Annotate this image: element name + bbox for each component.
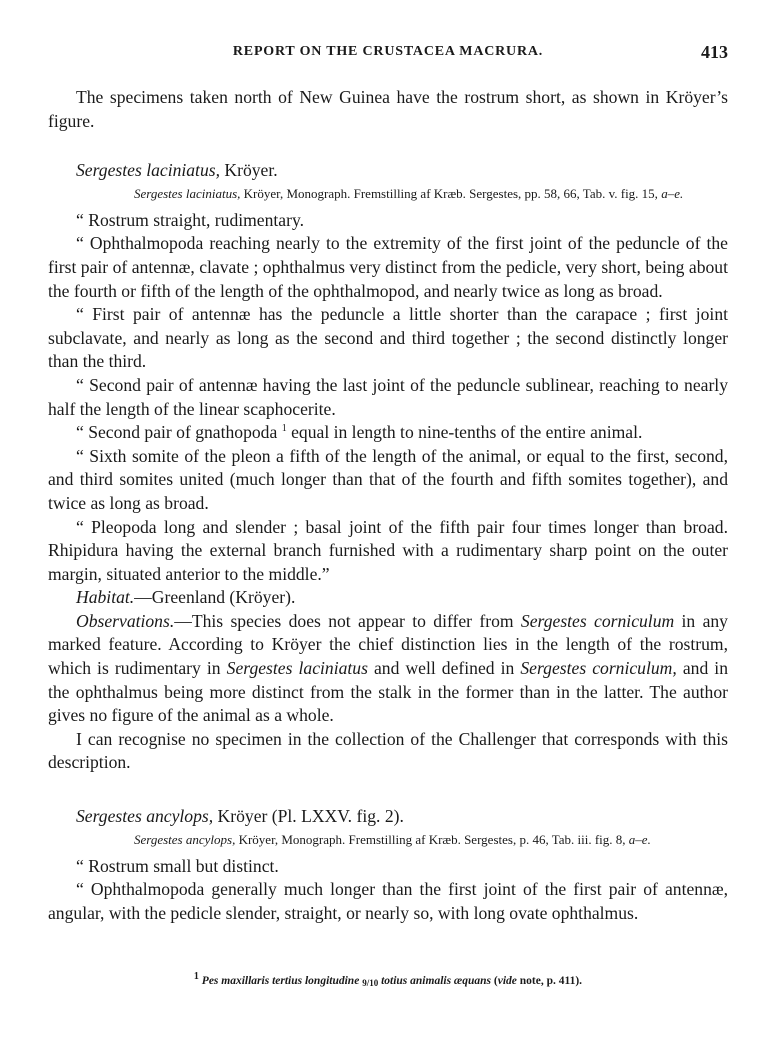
- synonymy-reference: Kröyer, Monograph. Fremstilling af Kræb. Sergestes, pp. 58, 66, Tab. v. fig. 15,: [240, 185, 662, 201]
- synonymy-figures: a–e.: [661, 185, 684, 201]
- footnote-fraction: 9/10: [362, 978, 379, 988]
- synonymy-laciniatus: [48, 185, 728, 203]
- habitat-paragraph: [48, 586, 728, 610]
- species-mention: Sergestes corniculum: [520, 610, 675, 631]
- quote-paragraph: “ Rostrum small but distinct.: [76, 855, 279, 876]
- synonymy-name: Sergestes laciniatus,: [134, 185, 241, 201]
- observations-text: in any marked feature. According to Kröyer the chief distinction lies in the length of the rostrum, which is rudimentary in: [48, 610, 728, 679]
- observations-text: and well defined in: [367, 658, 521, 679]
- quote-text: “ Second pair of gnathopoda: [76, 422, 278, 443]
- closing-paragraph: I can recognise no specimen in the collection of the Challenger that corresponds with this description.: [48, 728, 728, 773]
- footnote-text: note, p. 411).: [516, 975, 583, 987]
- running-header: [48, 44, 728, 68]
- quote-text: equal in length to nine-tenths of the entire animal.: [286, 422, 643, 443]
- footnote-latin: totius animalis æquans: [378, 975, 492, 987]
- body-text: [48, 86, 728, 925]
- footnote: [48, 971, 728, 988]
- running-title: REPORT ON THE CRUSTACEA MACRURA.: [232, 44, 544, 59]
- quote-paragraph: “ Second pair of antennæ having the last joint of the peduncle sublinear, reaching to nearly half the length of the linear scaphocerite.: [48, 374, 728, 419]
- footnote-vide: vide: [497, 975, 517, 987]
- quote-paragraph: “ Sixth somite of the pleon a fifth of the length of the animal, or equal to the first, second, and third somites united (much longer than that of the fourth and fifth somites together), and twice as long as broad.: [48, 445, 728, 513]
- observations-text: —This species does not appear to differ from: [174, 610, 521, 631]
- synonymy-name: Sergestes ancylops,: [134, 831, 236, 847]
- synonymy-reference: Kröyer, Monograph. Fremstilling af Kræb. Sergestes, p. 46, Tab. iii. fig. 8,: [235, 831, 629, 847]
- observations-label: Observations.: [76, 610, 175, 631]
- footnote-text: (: [491, 975, 498, 987]
- footnote-latin: Pes maxillaris tertius longitudine: [198, 975, 363, 987]
- quote-paragraph: “ Ophthalmopoda reaching nearly to the extremity of the first joint of the peduncle of the first pair of antennæ, clavate ; ophthalmus very distinct from the pedicle, very short, being about the fourth or fifth of the length of the ophthalmopod, and nearly twice as long as broad.: [48, 233, 728, 301]
- species-heading-laciniatus: [48, 159, 728, 183]
- quote-paragraph: “ Rostrum straight, rudimentary.: [76, 209, 305, 230]
- habitat-text: —Greenland (Kröyer).: [134, 587, 296, 608]
- species-heading-ancylops: [48, 805, 728, 829]
- species-mention: Sergestes corniculum,: [520, 658, 677, 679]
- quote-paragraph: “ Pleopoda long and slender ; basal joint of the fifth pair four times longer than broad. Rhipidura having the external branch furnished with a rudimentary sharp point on the outer margin, situated anterior to the middle.”: [48, 516, 728, 584]
- observations-text: and in the ophthalmus being more distinct from the stalk in the former than in the latter. The author gives no figure of the animal as a whole.: [48, 658, 728, 726]
- observations-paragraph: [48, 610, 728, 728]
- footnote-mark: 1: [193, 971, 199, 983]
- synonymy-figures: a–e.: [628, 831, 651, 847]
- species-mention: Sergestes laciniatus: [226, 658, 368, 679]
- quote-paragraph: “ Ophthalmopoda generally much longer than the first joint of the first pair of antennæ, angular, with the pedicle slender, straight, or nearly so, with long ovate ophthalmus.: [48, 879, 728, 923]
- habitat-label: Habitat.: [76, 587, 135, 608]
- synonymy-ancylops: [48, 831, 728, 849]
- page-number: 413: [701, 42, 728, 62]
- species-name: Sergestes ancylops,: [76, 806, 214, 827]
- footnote-reference: 1: [281, 423, 287, 435]
- species-author: Kröyer.: [220, 160, 278, 181]
- species-name: Sergestes laciniatus,: [76, 160, 220, 181]
- quote-paragraph-gnathopoda: [48, 421, 728, 445]
- species-author: Kröyer (Pl. LXXV. fig. 2).: [213, 806, 404, 827]
- intro-paragraph: The specimens taken north of New Guinea have the rostrum short, as shown in Kröyer’s figure.: [48, 87, 728, 131]
- quote-paragraph: “ First pair of antennæ has the peduncle a little shorter than the carapace ; first joint subclavate, and nearly as long as the second and third together ; the second distinctly longer than the third.: [48, 304, 728, 372]
